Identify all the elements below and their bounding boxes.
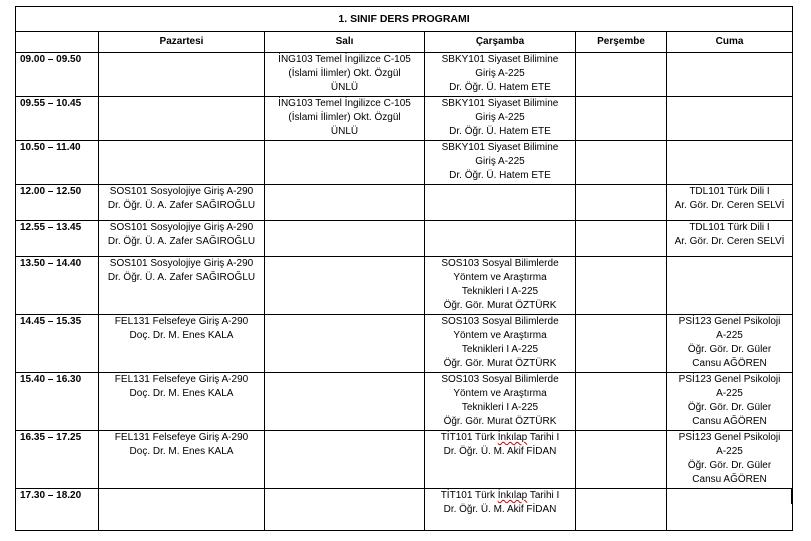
course-text-line: Öğr. Gör. Dr. Güler [687,344,772,355]
course-text-line: Cansu AĞÖREN [692,416,767,427]
course-cell-tuesday[interactable] [265,141,425,185]
course-cell-thursday[interactable] [576,53,667,97]
course-text-line: SOS103 Sosyal Bilimlerde [441,258,559,269]
course-text-line: PSİ123 Genel Psikoloji [678,374,781,385]
course-text-line: SOS101 Sosyolojiye Giriş A-290 [109,258,254,269]
table-row [16,315,793,373]
course-cell-friday[interactable] [667,257,793,315]
spellcheck-underline: İnkılap [497,432,528,443]
course-text-line: (İslami İlimler) Okt. Özgül [288,112,401,123]
course-cell-friday[interactable] [667,373,793,431]
time-slot-cell[interactable]: 12.00 – 12.50 [16,185,99,221]
day-header-monday[interactable]: Pazartesi [99,32,265,53]
table-row [16,185,793,221]
course-text-line: SOS103 Sosyal Bilimlerde [441,374,559,385]
course-text-line: Yöntem ve Araştırma [453,330,547,341]
course-text-line: SOS103 Sosyal Bilimlerde [441,316,559,327]
course-cell-wednesday[interactable] [425,315,576,373]
course-text-line: SBKY101 Siyaset Bilimine [441,98,559,109]
time-header-cell[interactable] [16,32,99,53]
course-text-line: İNG103 Temel İngilizce C-105 [278,54,411,65]
course-cell-tuesday[interactable] [265,315,425,373]
course-text-line: PSİ123 Genel Psikoloji [678,432,781,443]
course-text-line: Öğr. Gör. Murat ÖZTÜRK [443,416,557,427]
course-text-line: TDL101 Türk Dili I [689,186,770,197]
course-text-line: Dr. Öğr. Ü. A. Zafer SAĞIROĞLU [107,200,256,211]
course-text-line: Teknikleri I A-225 [461,286,539,297]
title-row [16,7,793,32]
course-text-line: Giriş A-225 [475,112,525,123]
course-text-line: A-225 [716,446,743,457]
course-text-line: Dr. Öğr. Ü. Hatem ETE [449,170,551,181]
course-cell-wednesday[interactable] [425,141,576,185]
time-slot-cell[interactable]: 14.45 – 15.35 [16,315,99,373]
course-cell-wednesday[interactable] [425,431,576,489]
time-slot-cell[interactable]: 13.50 – 14.40 [16,257,99,315]
course-cell-tuesday[interactable] [265,373,425,431]
course-text-line: Ar. Gör. Dr. Ceren SELVİ [674,200,785,211]
course-cell-monday[interactable] [99,315,265,373]
course-cell-tuesday[interactable] [265,185,425,221]
course-cell-wednesday[interactable] [425,53,576,97]
page-title[interactable]: 1. SINIF DERS PROGRAMI [16,7,793,32]
course-cell-tuesday[interactable] [265,53,425,97]
table-row [16,141,793,185]
time-slot-cell[interactable]: 12.55 – 13.45 [16,221,99,257]
course-text-line: Ar. Gör. Dr. Ceren SELVİ [674,236,785,247]
course-text-line: Öğr. Gör. Dr. Güler [687,460,772,471]
course-cell-wednesday[interactable] [425,373,576,431]
course-cell-friday[interactable] [667,315,793,373]
spellcheck-underline: İnkılap [497,490,528,501]
course-cell-friday[interactable] [667,185,793,221]
course-text-line: SBKY101 Siyaset Bilimine [441,142,559,153]
day-header-friday[interactable]: Cuma [667,32,793,53]
course-cell-monday[interactable] [99,141,265,185]
course-cell-friday[interactable] [667,431,793,489]
course-text-line: Teknikleri I A-225 [461,344,539,355]
course-text-line: A-225 [716,330,743,341]
course-text-line: PSİ123 Genel Psikoloji [678,316,781,327]
time-slot-cell[interactable]: 09.55 – 10.45 [16,97,99,141]
table-row [16,97,793,141]
course-text-line: Teknikleri I A-225 [461,402,539,413]
course-text-line: Giriş A-225 [475,68,525,79]
time-slot-cell[interactable]: 15.40 – 16.30 [16,373,99,431]
course-text-line: Dr. Öğr. Ü. M. Akif FİDAN [443,446,557,457]
course-text-line: (İslami İlimler) Okt. Özgül [288,68,401,79]
course-text-line: Öğr. Gör. Murat ÖZTÜRK [443,358,557,369]
day-header-thursday[interactable]: Perşembe [576,32,667,53]
course-text-line: SBKY101 Siyaset Bilimine [441,54,559,65]
course-cell-monday[interactable] [99,431,265,489]
course-text-line: Dr. Öğr. Ü. M. Akif FİDAN [443,504,557,515]
course-text-line: İNG103 Temel İngilizce C-105 [278,98,411,109]
day-header-wednesday[interactable]: Çarşamba [425,32,576,53]
course-cell-monday[interactable] [99,221,265,257]
course-cell-friday[interactable] [667,489,793,531]
course-text-line: Öğr. Gör. Dr. Güler [687,402,772,413]
time-slot-cell[interactable]: 16.35 – 17.25 [16,431,99,489]
course-text-line: FEL131 Felsefeye Giriş A-290 [114,316,249,327]
course-cell-friday[interactable] [667,141,793,185]
course-cell-wednesday[interactable] [425,221,576,257]
course-cell-monday[interactable] [99,489,265,531]
course-cell-thursday[interactable] [576,373,667,431]
course-cell-wednesday[interactable] [425,489,576,531]
day-header-tuesday[interactable]: Salı [265,32,425,53]
course-cell-thursday[interactable] [576,141,667,185]
course-cell-tuesday[interactable] [265,257,425,315]
course-cell-friday[interactable] [667,97,793,141]
course-cell-monday[interactable] [99,185,265,221]
table-row [16,489,793,531]
course-text-line: Cansu AĞÖREN [692,474,767,485]
course-cell-monday[interactable] [99,257,265,315]
header-row [16,32,793,53]
course-text-line: TİT101 Türk İnkılap Tarihi I [440,432,560,443]
course-cell-thursday[interactable] [576,315,667,373]
course-text-line: Yöntem ve Araştırma [453,388,547,399]
course-cell-wednesday[interactable] [425,257,576,315]
course-text-line: Yöntem ve Araştırma [453,272,547,283]
table-row [16,257,793,315]
course-text-line: Dr. Öğr. Ü. A. Zafer SAĞIROĞLU [107,236,256,247]
course-cell-tuesday[interactable] [265,97,425,141]
course-text-line: TDL101 Türk Dili I [689,222,770,233]
course-text-line: ÜNLÜ [330,126,359,137]
course-cell-friday[interactable] [667,221,793,257]
course-text-line: Giriş A-225 [475,156,525,167]
course-cell-wednesday[interactable] [425,185,576,221]
course-text-line: ÜNLÜ [330,82,359,93]
time-slot-cell[interactable]: 10.50 – 11.40 [16,141,99,185]
course-cell-monday[interactable] [99,53,265,97]
course-cell-monday[interactable] [99,97,265,141]
course-cell-thursday[interactable] [576,97,667,141]
course-cell-tuesday[interactable] [265,489,425,531]
course-cell-thursday[interactable] [576,257,667,315]
course-cell-tuesday[interactable] [265,431,425,489]
table-row [16,221,793,257]
course-cell-tuesday[interactable] [265,221,425,257]
course-text-line: FEL131 Felsefeye Giriş A-290 [114,374,249,385]
time-slot-cell[interactable]: 17.30 – 18.20 [16,489,99,531]
course-cell-thursday[interactable] [576,221,667,257]
course-text-line: Dr. Öğr. Ü. Hatem ETE [449,126,551,137]
course-cell-thursday[interactable] [576,489,667,531]
course-text-line: Dr. Öğr. Ü. A. Zafer SAĞIROĞLU [107,272,256,283]
course-text-line: Doç. Dr. M. Enes KALA [129,446,234,457]
course-text-line: TİT101 Türk İnkılap Tarihi I [440,490,560,501]
course-cell-monday[interactable] [99,373,265,431]
course-text-line: SOS101 Sosyolojiye Giriş A-290 [109,222,254,233]
table-row [16,431,793,489]
table-row [16,53,793,97]
schedule-table [15,6,793,531]
schedule-body [16,53,793,531]
text-cursor [791,489,793,504]
course-text-line: Doç. Dr. M. Enes KALA [129,330,234,341]
course-cell-thursday[interactable] [576,431,667,489]
course-text-line: Cansu AĞÖREN [692,358,767,369]
table-row [16,373,793,431]
course-cell-wednesday[interactable] [425,97,576,141]
course-text-line: Doç. Dr. M. Enes KALA [129,388,234,399]
course-text-line: A-225 [716,388,743,399]
course-text-line: Dr. Öğr. Ü. Hatem ETE [449,82,551,93]
course-cell-thursday[interactable] [576,185,667,221]
course-text-line: FEL131 Felsefeye Giriş A-290 [114,432,249,443]
course-text-line: Öğr. Gör. Murat ÖZTÜRK [443,300,557,311]
time-slot-cell[interactable]: 09.00 – 09.50 [16,53,99,97]
course-cell-friday[interactable] [667,53,793,97]
course-text-line: SOS101 Sosyolojiye Giriş A-290 [109,186,254,197]
